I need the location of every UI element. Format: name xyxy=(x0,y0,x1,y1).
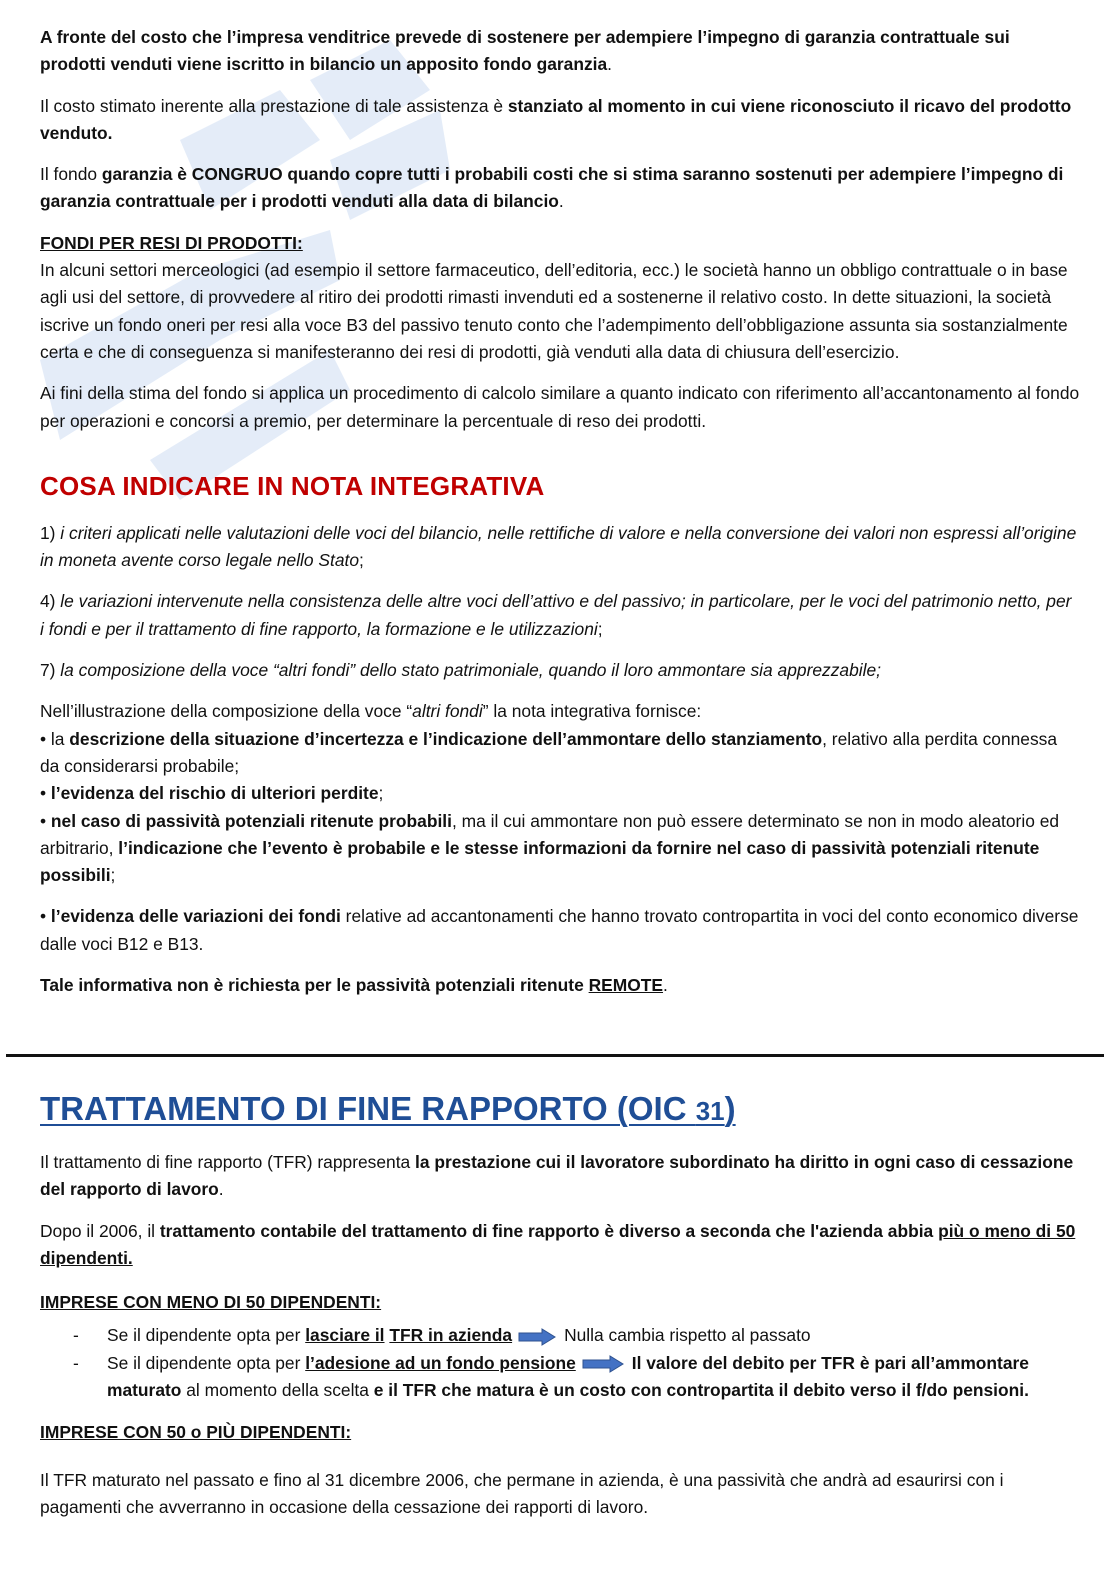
item-number: 7) xyxy=(40,660,61,681)
text: la xyxy=(50,728,70,749)
nota-item-7 xyxy=(40,657,1080,684)
italic-text: i criteri applicati nelle valutazioni delle voci del bilancio, nelle rettifiche di valore e nella conversione dei valori non espressi all’origine in moneta avente corso legale nello Stato xyxy=(40,522,1077,571)
text: ; xyxy=(378,783,384,804)
text: , relativo alla perdita connessa da considerarsi probabile; xyxy=(40,728,1058,776)
heading-fondi-resi xyxy=(40,230,1080,257)
text: Se il dipendente opta per xyxy=(107,1352,306,1373)
text: Nulla cambia rispetto al passato xyxy=(564,1325,811,1346)
bold-text: Tale informativa non è richiesta per le passività potenziali ritenute xyxy=(40,975,589,996)
bold-text: l’evidenza del rischio di ulteriori perdite xyxy=(50,783,379,804)
underlined-text: TFR in azienda xyxy=(389,1325,513,1346)
nota-bullet-3 xyxy=(40,808,1080,890)
underlined-text: REMOTE xyxy=(588,975,664,996)
nota-item-1 xyxy=(40,520,1080,575)
tfr-paragraph-1 xyxy=(40,1149,1080,1204)
text: . xyxy=(558,191,564,212)
heading-text: FONDI PER RESI DI PRODOTTI: xyxy=(40,232,303,253)
heading-imprese-meno-50 xyxy=(40,1289,1080,1316)
italic-text: altri fondi xyxy=(412,701,483,722)
tfr-paragraph-2 xyxy=(40,1218,1080,1273)
nota-bullet-1 xyxy=(40,726,1080,781)
heading-text: TRATTAMENTO DI FINE RAPPORTO (OIC xyxy=(40,1090,696,1127)
underlined-text: l’adesione ad un fondo pensione xyxy=(305,1352,576,1373)
heading-text: IMPRESE CON 50 o PIÙ DIPENDENTI: xyxy=(40,1422,352,1443)
bold-text: l’indicazione che l’evento è probabile e le stesse informazioni da fornire nel caso di passività potenziali ritenute possibili xyxy=(40,837,1040,886)
paragraph-fondo-garanzia xyxy=(40,24,1080,79)
bold-text: garanzia è CONGRUO quando copre tutti i probabili costi che si stima saranno sostenuti per adempiere l’impegno di garanzia contrattuale per i prodotti venduti alla data di bilancio xyxy=(40,164,1064,212)
bold-text: Il valore del debito per TFR è pari all’ammontare maturato xyxy=(107,1352,1029,1401)
text: relative ad accantonamenti che hanno trovato contropartita in voci del conto economico diverse dalle voci B12 e B13. xyxy=(40,906,1079,954)
text: ” la nota integrativa fornisce: xyxy=(482,701,702,722)
text: ; xyxy=(110,865,116,886)
tfr-options-list xyxy=(40,1322,1080,1404)
heading-imprese-piu-50 xyxy=(40,1419,1080,1446)
nota-bullet-4 xyxy=(40,903,1080,958)
text: ; xyxy=(597,618,603,639)
paragraph-stima-fondo: Ai fini della stima del fondo si applica un procedimento di calcolo similare a quanto indicato con riferimento all’accantonamento al fondo per operazioni e concorsi a premio, per determinare la percentuale di reso dei prodotti. xyxy=(40,383,1080,431)
heading-tfr xyxy=(40,1088,736,1132)
text: Il trattamento di fine rapporto (TFR) rappresenta xyxy=(40,1152,416,1172)
nota-item-4 xyxy=(40,588,1080,643)
text: Dopo il 2006, il xyxy=(40,1220,160,1241)
text: , ma il cui ammontare non può essere determinato se non in modo aleatorio ed arbitrario, xyxy=(40,810,1060,858)
heading-number: 31 xyxy=(695,1096,725,1126)
bullet-mark: • xyxy=(40,810,51,831)
nota-intro xyxy=(40,698,1080,725)
heading-text: IMPRESE CON MENO DI 50 DIPENDENTI: xyxy=(40,1292,382,1313)
bold-text: la prestazione cui il lavoratore subordinato ha diritto in ogni caso di cessazione del rapporto di lavoro xyxy=(40,1152,1074,1200)
dash-mark: - xyxy=(73,1325,79,1346)
paragraph-costo-stimato xyxy=(40,93,1080,148)
text: al momento della scelta xyxy=(181,1380,374,1401)
tfr-section xyxy=(40,1149,1080,1521)
text: Nell’illustrazione della composizione della voce “ xyxy=(40,701,413,722)
nota-final xyxy=(40,972,1080,999)
underlined-text: lasciare il xyxy=(305,1325,385,1346)
bold-text: e il TFR che matura è un costo con contropartita il debito verso il f/do pensioni. xyxy=(373,1380,1029,1401)
bold-text: descrizione della situazione d’incertezza e l’indicazione dell’ammontare dello stanziamento xyxy=(69,728,823,749)
dash-mark: - xyxy=(73,1352,79,1373)
bullet-mark: • xyxy=(40,906,51,927)
text: ; xyxy=(359,550,364,571)
heading-nota-integrativa: COSA INDICARE IN NOTA INTEGRATIVA xyxy=(40,470,545,501)
bold-text: nel caso di passività potenziali ritenute probabili xyxy=(50,810,452,831)
text: Il fondo xyxy=(40,164,102,185)
item-number: 4) xyxy=(40,591,61,612)
bold-text: l’evidenza delle variazioni dei fondi xyxy=(50,906,341,927)
list-item-fondo-pensione xyxy=(40,1350,1080,1405)
document-body xyxy=(40,24,1080,999)
section-divider xyxy=(6,1054,1104,1057)
item-number: 1) xyxy=(40,522,61,543)
bullet-mark: • xyxy=(40,728,51,749)
text: . xyxy=(663,975,668,996)
italic-text: le variazioni intervenute nella consistenza delle altre voci dell’attivo e del passivo; in particolare, per le voci del patrimonio netto, per i fondi e per il trattamento di fine rapporto, la formazione e le utilizzazioni xyxy=(40,591,1072,639)
tfr-paragraph-last: Il TFR maturato nel passato e fino al 31 dicembre 2006, che permane in azienda, è una passività che andrà ad esaurirsi con i pagamenti che avverranno in occasione della cessazione dei rapporti di lavoro. xyxy=(40,1469,1004,1517)
nota-bullet-2 xyxy=(40,780,1080,807)
text: . xyxy=(218,1179,224,1200)
underlined-text: più o meno di 50 dipendenti. xyxy=(40,1220,1076,1268)
arrow-right-icon xyxy=(582,1355,624,1373)
bold-text: trattamento contabile del trattamento di fine rapporto è diverso a seconda che l'azienda abbia xyxy=(159,1220,939,1241)
arrow-right-icon xyxy=(518,1328,556,1346)
text: . xyxy=(607,54,612,75)
text: Il costo stimato inerente alla prestazione di tale assistenza è xyxy=(40,95,508,116)
paragraph-fondo-congruo xyxy=(40,161,1080,216)
bold-text: stanziato al momento in cui viene riconosciuto il ricavo del prodotto venduto. xyxy=(40,95,1072,143)
heading-text: ) xyxy=(724,1090,736,1127)
text: Se il dipendente opta per xyxy=(107,1325,306,1346)
list-item-lasciare-tfr xyxy=(40,1322,1080,1349)
bold-text: A fronte del costo che l’impresa venditrice prevede di sostenere per adempiere l’impegno di garanzia contrattuale sui prodotti venduti viene iscritto in bilancio un apposito fondo garanzia xyxy=(40,27,1010,75)
bullet-mark: • xyxy=(40,783,51,804)
paragraph-fondi-resi: In alcuni settori merceologici (ad esempio il settore farmaceutico, dell’editoria, ecc.) le società hanno un obbligo contrattuale o in base agli usi del settore, di provvedere al ritiro dei prodotti rimasti invenduti ed a sostenerne il relativo costo. In dette situazioni, la società iscrive un fondo oneri per resi alla voce B3 del passivo tenuto conto che l’adempimento dell’obbligazione assunta sia sostanzialmente certa e che di conseguenza si manifesteranno dei resi di prodotti, già venduti alla data di chiusura dell’esercizio. xyxy=(40,260,1068,362)
italic-text: la composizione della voce “altri fondi” dello stato patrimoniale, quando il loro ammontare sia apprezzabile; xyxy=(60,660,881,681)
